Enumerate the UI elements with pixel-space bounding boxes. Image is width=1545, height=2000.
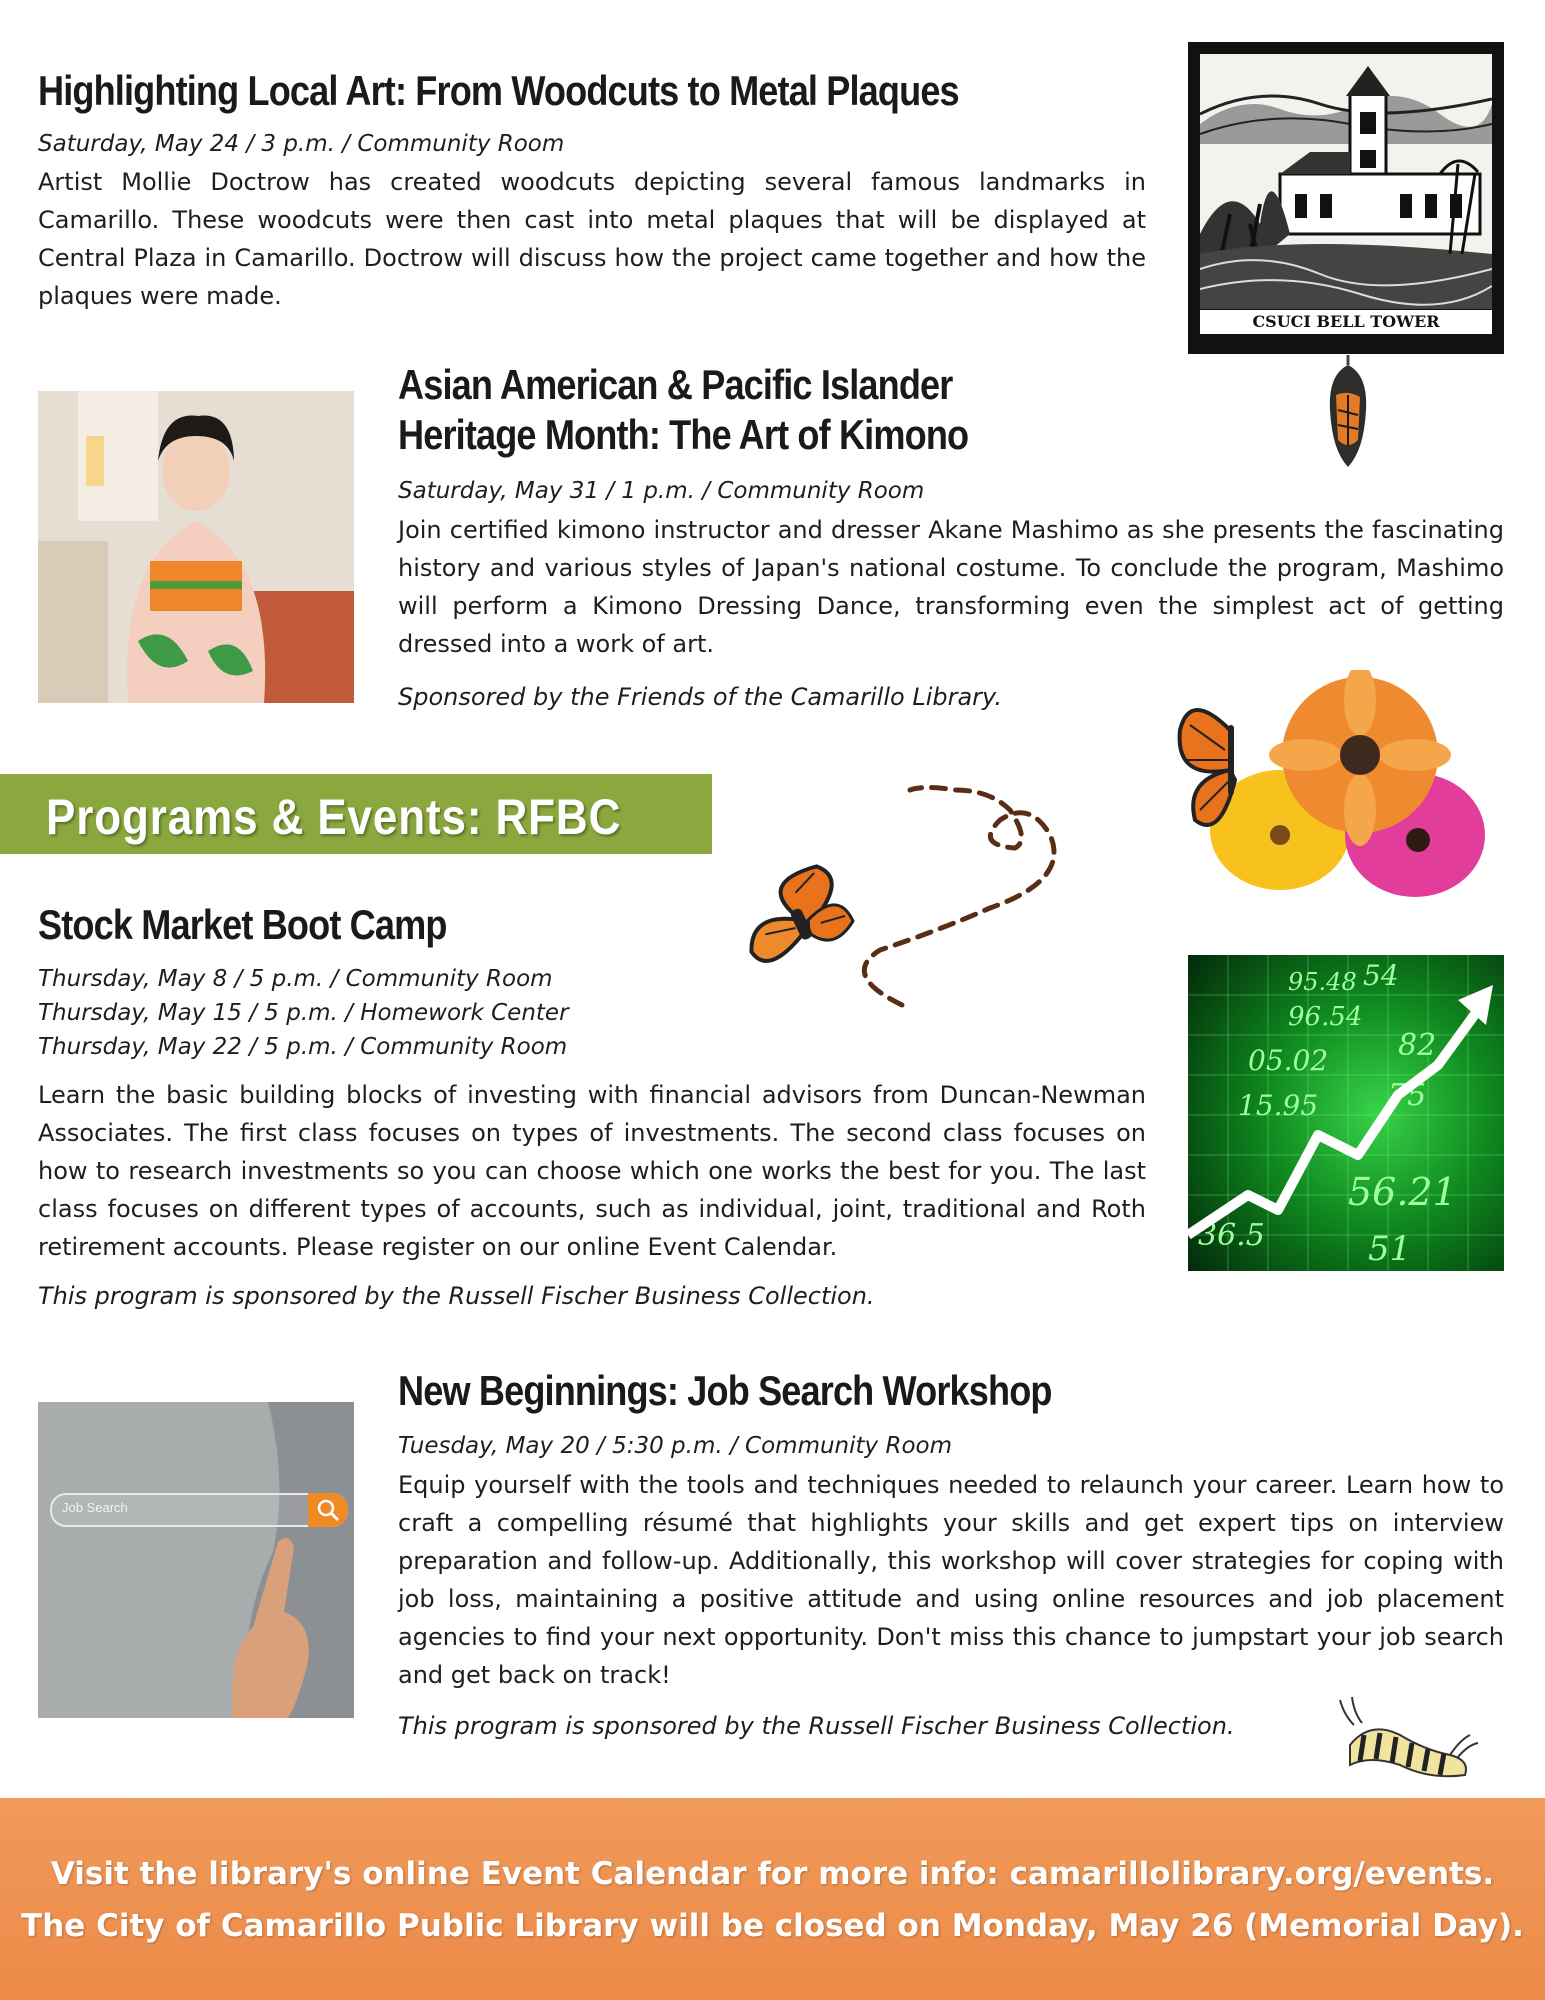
magnifier-icon: [308, 1493, 348, 1527]
chrysalis-icon: [1322, 355, 1374, 470]
kimono-title-line2: Heritage Month: The Art of Kimono: [398, 411, 969, 458]
ticker-number: 75: [1388, 1078, 1427, 1113]
section-heading: Programs & Events: RFBC: [46, 789, 622, 845]
ticker-number: 36.5: [1198, 1218, 1265, 1253]
search-button: [308, 1493, 348, 1527]
kimono-sponsor: Sponsored by the Friends of the Camarillo Library.: [398, 683, 1003, 711]
footer-line-1: Visit the library's online Event Calendar for more info: camarillolibrary.org/events.: [50, 1856, 1495, 1892]
stock-date-3: Thursday, May 22 / 5 p.m. / Community Room: [38, 1034, 568, 1060]
kimono-instructor-photo: [38, 391, 354, 703]
stock-event-description: Learn the basic building blocks of investing with financial advisors from Duncan-Newman Associates. The first class focuses on types of investments. The second class focuses on how to research investments so you can choose which one works the best for you. The last class focuses on different types of accounts, such as individual, joint, traditional and Roth retirement accounts. Please register on our online Event Calendar.: [38, 1081, 1146, 1261]
section-heading-band: [0, 774, 712, 854]
ticker-number: 15.95: [1238, 1089, 1319, 1122]
job-search-photo: [38, 1402, 354, 1718]
perched-butterfly-icon: [1180, 710, 1235, 825]
job-search-input: [50, 1493, 348, 1527]
bell-tower-woodcut-image: [1188, 42, 1504, 354]
ticker-number: 05.02: [1248, 1044, 1329, 1077]
jobs-sponsor: This program is sponsored by the Russell Fischer Business Collection.: [398, 1712, 1235, 1740]
jobs-event-description: Equip yourself with the tools and techniques needed to relaunch your career. Learn how to craft a compelling résumé that highlights your skills and get expert tips on interview preparation and follow-up. Additionally, this workshop will cover strategies for coping with job loss, maintaining a positive attitude and using online resources and job placement agencies to find your next opportunity. Don't miss this chance to jumpstart your job search and get back on track!: [398, 1471, 1504, 1689]
jobs-event-title: New Beginnings: Job Search Workshop: [398, 1367, 1052, 1414]
stock-date-2: Thursday, May 15 / 5 p.m. / Homework Center: [38, 1000, 569, 1026]
ticker-number: 51: [1368, 1229, 1412, 1269]
ticker-number: 96.54: [1288, 1002, 1363, 1032]
job-search-placeholder: Job Search: [62, 1500, 128, 1515]
butterfly-icon: [730, 780, 1070, 1010]
flowers-icon: [1170, 670, 1510, 930]
footer-banner: [0, 1798, 1545, 2000]
stock-event-title: Stock Market Boot Camp: [38, 901, 447, 948]
bell-tower-woodcut-icon: [1200, 54, 1492, 309]
ticker-number: 54: [1363, 959, 1399, 992]
kimono-title-line1: Asian American & Pacific Islander: [398, 361, 953, 408]
kimono-event-description: Join certified kimono instructor and dresser Akane Mashimo as she presents the fascinating history and various styles of Japan's national costume. To conclude the program, Mashimo will perform a Kimono Dressing Dance, transforming even the simplest act of getting dressed into a work of art.: [398, 516, 1504, 658]
stock-date-1: Thursday, May 8 / 5 p.m. / Community Room: [38, 966, 553, 992]
bell-tower-caption: CSUCI BELL TOWER: [1200, 310, 1492, 334]
stock-ticker-image: [1188, 955, 1504, 1271]
ticker-number: 95.48: [1288, 968, 1357, 996]
ticker-number: 56.21: [1348, 1170, 1457, 1214]
art-event-meta: Saturday, May 24 / 3 p.m. / Community Room: [38, 131, 565, 157]
art-event-title: Highlighting Local Art: From Woodcuts to Metal Plaques: [38, 67, 959, 114]
caterpillar-icon: [1330, 1695, 1480, 1795]
art-event-description: Artist Mollie Doctrow has created woodcuts depicting several famous landmarks in Camarillo. These woodcuts were then cast into metal plaques that will be displayed at Central Plaza in Camarillo. Doctrow will discuss how the project came together and how the plaques were made.: [38, 168, 1146, 310]
jobs-event-meta: Tuesday, May 20 / 5:30 p.m. / Community Room: [398, 1433, 952, 1459]
ticker-number: 82: [1398, 1028, 1437, 1063]
footer-line-2: The City of Camarillo Public Library will be closed on Monday, May 26 (Memorial Day).: [21, 1908, 1524, 1944]
stock-sponsor: This program is sponsored by the Russell Fischer Business Collection.: [38, 1282, 875, 1310]
kimono-event-meta: Saturday, May 31 / 1 p.m. / Community Room: [398, 478, 925, 504]
